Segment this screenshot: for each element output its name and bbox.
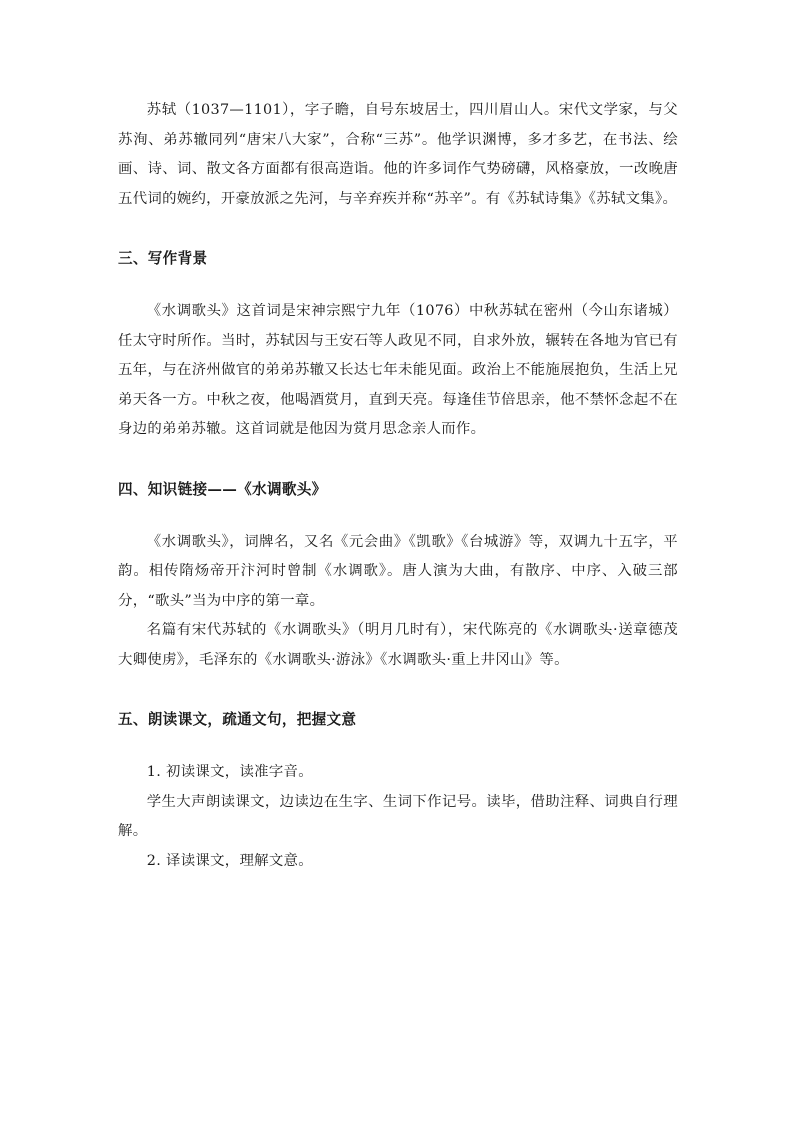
reading-step-2: 2. 译读课文，理解文意。	[146, 852, 313, 869]
reading-step-1-detail: 学生大声朗读课文，边读边在生字、生词下作记号。读毕，借助注释、词典自行理解。	[118, 793, 678, 839]
document-body	[118, 96, 678, 876]
reading-step-1: 1. 初读课文，读准字音。	[146, 764, 313, 780]
author-intro-paragraph: 苏轼（1037—1101），字子瞻，自号东坡居士，四川眉山人。宋代文学家，与父苏洵、弟苏辙同列“唐宋八大家”，合称“三苏”。他学识渊博，多才多艺，在书法、绘画、诗、词、散文各方面都有很高造诣。他的许多词作气势磅礴，风格豪放，一改晚唐五代词的婉约，开豪放派之先河，与辛弃疾并称“苏辛”。有《苏轼诗集》《苏轼文集》。	[118, 102, 678, 207]
section-heading-writing-background: 三、写作背景	[118, 250, 208, 267]
knowledge-link-paragraph-1: 《水调歌头》，词牌名，又名《元会曲》《凯歌》《台城游》等，双调九十五字，平韵。相传隋炀帝开汴河时曾制《水调歌》。唐人演为大曲，有散序、中序、入破三部分，“歌头”当为中序的第一章。	[118, 533, 678, 609]
knowledge-link-paragraph-2: 名篇有宋代苏轼的《水调歌头》（明月几时有），宋代陈亮的《水调歌头·送章德茂大卿使虏》，毛泽东的《水调歌头·游泳》《水调歌头·重上井冈山》等。	[118, 622, 678, 668]
section-heading-knowledge-link: 四、知识链接——《水调歌头》	[118, 480, 327, 498]
writing-background-paragraph: 《水调歌头》这首词是宋神宗熙宁九年（1076）中秋苏轼在密州（今山东诸城）任太守时所作。当时，苏轼因与王安石等人政见不同，自求外放，辗转在各地为官已有五年，与在济州做官的弟弟苏辙又长达七年未能见面。政治上不能施展抱负，生活上兄弟天各一方。中秋之夜，他喝酒赏月，直到天亮。每逢佳节倍思亲，他不禁怀念起不在身边的弟弟苏辙。这首词就是他因为赏月思念亲人而作。	[118, 303, 678, 437]
section-heading-reading: 五、朗读课文，疏通文句，把握文意	[118, 711, 357, 728]
